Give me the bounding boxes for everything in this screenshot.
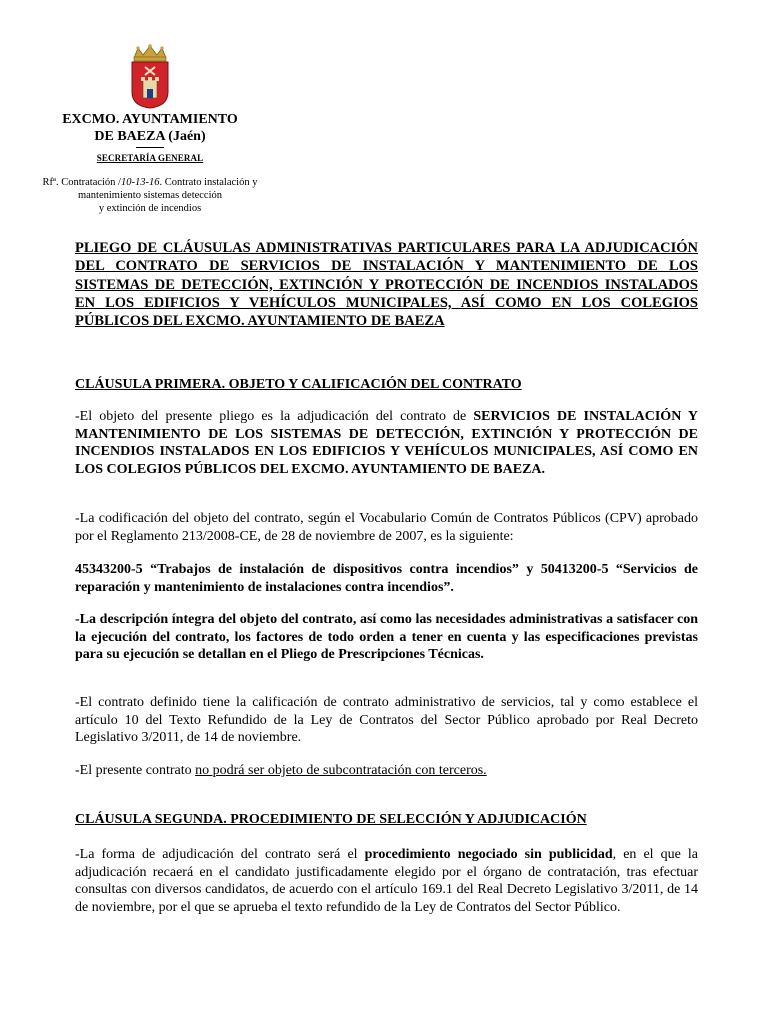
clause-heading-second: CLÁUSULA SEGUNDA. PROCEDIMIENTO DE SELECCIÓN Y ADJUDICACIÓN	[75, 812, 587, 827]
clause1-paragraph-description	[75, 611, 698, 664]
reference-text: . Contrato instalación y	[159, 177, 258, 188]
institution-name: EXCMO. AYUNTAMIENTO	[62, 112, 238, 127]
reference-line-2: mantenimiento sistemas detección	[77, 190, 223, 201]
clause1-paragraph-codes	[75, 561, 698, 596]
institution-location: DE BAEZA (Jaén)	[94, 129, 206, 144]
header-divider	[136, 147, 164, 148]
paragraph-text: -La codificación del objeto del contrato, según el Vocabulario Común de Contratos Públicos (CPV) aprobado por el Reglamento 213/2008-CE, de 28 de noviembre de 2007, es la siguiente:	[75, 511, 698, 544]
paragraph-text-end: , en el que la adjudicación recaerá en el candidato justificadamente elegido por el órgano de contratación, tras efectuar consultas con diversos candidatos, de acuerdo con el artículo 169.1 del Real Decreto Legislativo 3/2011, de 14 de noviembre, por el que se aprueba el texto refundido de la Ley de Contratos del Sector Público.	[75, 847, 698, 915]
department-name: SECRETARÍA GENERAL	[96, 153, 204, 163]
reference-code: 10-13-16	[120, 177, 160, 188]
document-title: PLIEGO DE CLÁUSULAS ADMINISTRATIVAS PARTICULARES PARA LA ADJUDICACIÓN DEL CONTRATO DE SERVICIOS DE INSTALACIÓN Y MANTENIMIENTO DE LOS SISTEMAS DE DETECCIÓN, EXTINCIÓN Y PROTECCIÓN DE INCENDIOS INSTALADOS EN LOS EDIFICIOS Y VEHÍCULOS MUNICIPALES, ASÍ COMO EN LOS COLEGIOS PÚBLICOS DEL EXCMO. AYUNTAMIENTO DE BAEZA	[75, 240, 698, 330]
clause1-paragraph-qualification	[75, 694, 698, 747]
paragraph-underlined: no podrá ser objeto de subcontratación con terceros.	[195, 763, 487, 778]
clause1-paragraph-cpv	[75, 510, 698, 545]
paragraph-text: -El objeto del presente pliego es la adjudicación del contrato de	[75, 409, 474, 424]
reference-prefix: Rfª. Contratación /	[42, 177, 121, 188]
paragraph-text: 45343200-5 “Trabajos de instalación de dispositivos contra incendios” y 50413200-5 “Servicios de reparación y mantenimiento de instalaciones contra incendios”.	[75, 562, 698, 595]
paragraph-text: -La forma de adjudicación del contrato será el	[75, 847, 365, 862]
coat-of-arms-icon	[128, 44, 172, 110]
paragraph-emphasis: SERVICIOS DE INSTALACIÓN Y MANTENIMIENTO DE LOS SISTEMAS DE DETECCIÓN, EXTINCIÓN Y PROTECCIÓN DE INCENDIOS INSTALADOS EN LOS EDIFICIOS Y VEHÍCULOS MUNICIPALES, ASÍ COMO EN LOS COLEGIOS PÚBLICOS DEL EXCMO. AYUNTAMIENTO DE BAEZA.	[75, 409, 698, 477]
reference-line-3: y extinción de incendios	[98, 203, 202, 214]
paragraph-text: -El presente contrato	[75, 763, 196, 778]
clause1-paragraph-subcontracting	[75, 762, 698, 780]
reference-line	[20, 176, 280, 189]
clause2-paragraph-procedure	[75, 846, 698, 916]
paragraph-emphasis: procedimiento negociado sin publicidad	[364, 847, 613, 862]
paragraph-text: -La descripción íntegra del objeto del contrato, así como las necesidades administrativas a satisfacer con la ejecución del contrato, los factores de todo orden a tener en cuenta y las especificaciones previstas para su ejecución se detallan en el Pliego de Prescripciones Técnicas.	[75, 612, 698, 662]
paragraph-text: -El contrato definido tiene la calificación de contrato administrativo de servicios, tal y como establece el artículo 10 del Texto Refundido de la Ley de Contratos del Sector Público aprobado por Real Decreto Legislativo 3/2011, de 14 de noviembre.	[75, 695, 698, 745]
clause-heading-first: CLÁUSULA PRIMERA. OBJETO Y CALIFICACIÓN DEL CONTRATO	[75, 377, 522, 392]
clause1-paragraph-object	[75, 408, 698, 478]
